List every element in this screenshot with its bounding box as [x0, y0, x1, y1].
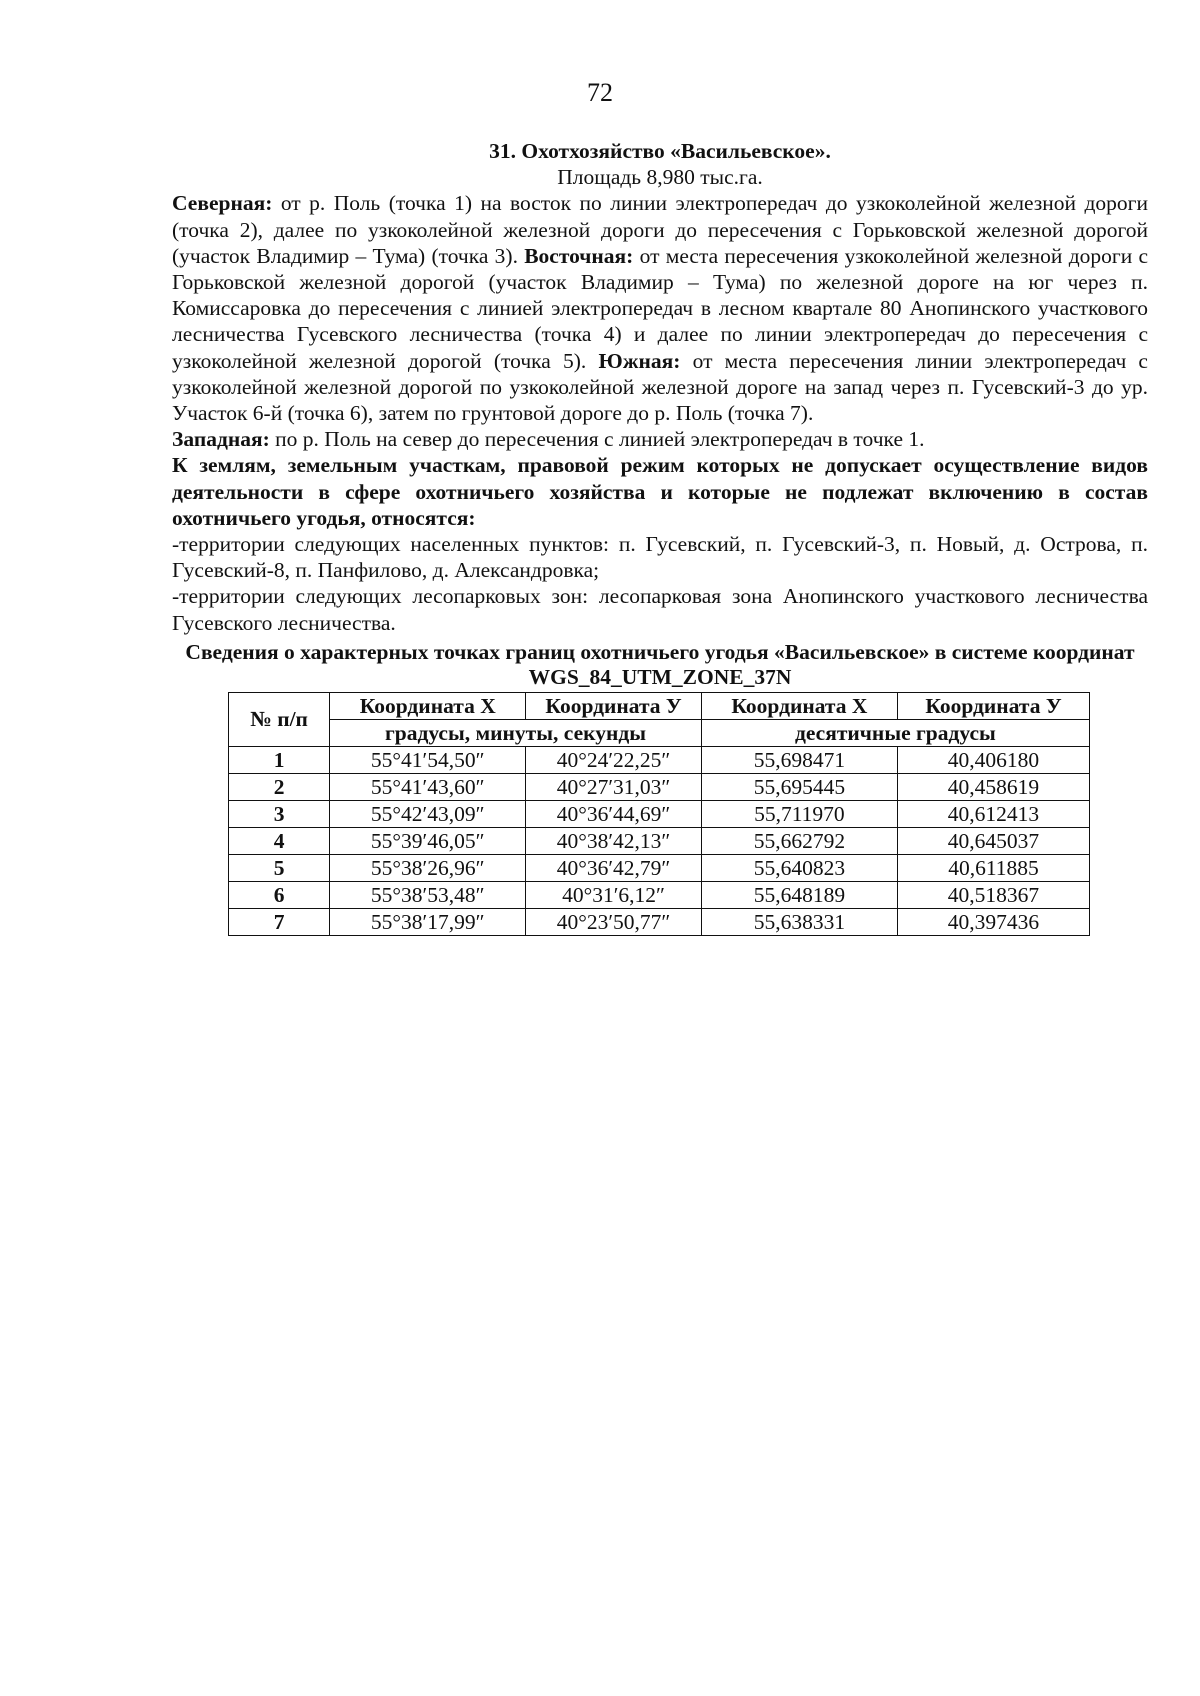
table-row: [229, 881, 1090, 908]
x-dms-cell: 55°38′17,99″: [330, 908, 526, 935]
table-row: [229, 773, 1090, 800]
x-dec-cell: 55,648189: [701, 881, 897, 908]
x-dec-cell: 55,638331: [701, 908, 897, 935]
y-dms-cell: 40°36′44,69″: [526, 800, 702, 827]
south-label: Южная:: [598, 348, 681, 373]
header-dec-group: десятичные градусы: [701, 719, 1089, 746]
y-dms-cell: 40°31′6,12″: [526, 881, 702, 908]
exclusion-forest-parks: -территории следующих лесопарковых зон: лесопарковая зона Анопинского участкового лесничества Гусевского лесничества.: [172, 584, 1148, 635]
east-text: от места пересечения узкоколейной железной дороги с Горьковской железной дорогой (участок Владимир – Тума) по железной дороге на юг через п. Комиссаровка до пересечения с линией электропередач в лесном квартале 80 Анопинского участкового лесничества Гусевского лесничества (точка 4) и далее по линии электропередач до пересечения с узкоколейной железной дорогой (точка 5).: [172, 243, 1148, 373]
header-dms-group: градусы, минуты, секунды: [330, 719, 702, 746]
y-dms-cell: 40°23′50,77″: [526, 908, 702, 935]
table-row: [229, 827, 1090, 854]
y-dec-cell: 40,645037: [897, 827, 1089, 854]
y-dec-cell: 40,458619: [897, 773, 1089, 800]
y-dms-cell: 40°24′22,25″: [526, 746, 702, 773]
x-dms-cell: 55°38′53,48″: [330, 881, 526, 908]
y-dms-cell: 40°38′42,13″: [526, 827, 702, 854]
y-dec-cell: 40,518367: [897, 881, 1089, 908]
table-row: [229, 800, 1090, 827]
page-number: 72: [587, 78, 613, 107]
point-number: 6: [229, 881, 330, 908]
point-number: 2: [229, 773, 330, 800]
y-dms-cell: 40°27′31,03″: [526, 773, 702, 800]
x-dms-cell: 55°41′54,50″: [330, 746, 526, 773]
point-number: 5: [229, 854, 330, 881]
point-number: 1: [229, 746, 330, 773]
x-dec-cell: 55,695445: [701, 773, 897, 800]
table-row: [229, 908, 1090, 935]
header-y-dms: Координата У: [526, 692, 702, 719]
table-caption: Сведения о характерных точках границ охотничьего угодья «Васильевское» в системе координат WGS_84_UTM_ZONE_37N: [185, 639, 1135, 689]
document-content: [172, 138, 1148, 936]
north-text: от р. Поль (точка 1) на восток по линии электропередач до узкоколейной железной дороги (точка 2), далее по узкоколейной железной дороги до пересечения с Горьковской железной дорогой (участок Владимир – Тума) (точка 3).: [172, 191, 1148, 268]
x-dms-cell: 55°39′46,05″: [330, 827, 526, 854]
y-dec-cell: 40,612413: [897, 800, 1089, 827]
x-dec-cell: 55,698471: [701, 746, 897, 773]
y-dec-cell: 40,611885: [897, 854, 1089, 881]
header-y-dec: Координата У: [897, 692, 1089, 719]
table-row: [229, 854, 1090, 881]
boundary-description: [172, 190, 1148, 452]
section-title: 31. Охотхозяйство «Васильевское».: [489, 139, 831, 163]
header-x-dec: Координата Х: [701, 692, 897, 719]
area-line: Площадь 8,980 тыс.га.: [557, 165, 763, 190]
y-dec-cell: 40,406180: [897, 746, 1089, 773]
table-header-row: [229, 692, 1090, 719]
table-row: [229, 746, 1090, 773]
table-subheader-row: [229, 719, 1090, 746]
x-dms-cell: 55°41′43,60″: [330, 773, 526, 800]
exclusions-heading: К землям, земельным участкам, правовой режим которых не допускает осуществление видов деятельности в сфере охотничьего хозяйства и которые не подлежат включению в состав охотничьего угодья, относятся:: [172, 453, 1148, 530]
south-text: от места пересечения линии электропередач с узкоколейной железной дорогой по узкоколейной железной дороге на запад через п. Гусевский-3 до ур. Участок 6-й (точка 6), затем по грунтовой дороге до р. Поль (точка 7).: [172, 348, 1148, 426]
east-label: Восточная:: [524, 243, 634, 268]
west-label: Западная:: [172, 427, 270, 452]
exclusion-settlements: -территории следующих населенных пунктов: п. Гусевский, п. Гусевский-3, п. Новый, д. Острова, п. Гусевский-8, п. Панфилово, д. Александровка;: [172, 532, 1148, 583]
point-number: 3: [229, 800, 330, 827]
west-text: по р. Поль на север до пересечения с линией электропередач в точке 1.: [269, 427, 925, 452]
header-x-dms: Координата Х: [330, 692, 526, 719]
y-dms-cell: 40°36′42,79″: [526, 854, 702, 881]
y-dec-cell: 40,397436: [897, 908, 1089, 935]
point-number: 7: [229, 908, 330, 935]
x-dms-cell: 55°38′26,96″: [330, 854, 526, 881]
x-dms-cell: 55°42′43,09″: [330, 800, 526, 827]
point-number: 4: [229, 827, 330, 854]
header-number: № п/п: [229, 692, 330, 746]
coordinates-table: [228, 692, 1090, 936]
x-dec-cell: 55,711970: [701, 800, 897, 827]
north-label: Северная:: [172, 191, 273, 216]
x-dec-cell: 55,640823: [701, 854, 897, 881]
x-dec-cell: 55,662792: [701, 827, 897, 854]
